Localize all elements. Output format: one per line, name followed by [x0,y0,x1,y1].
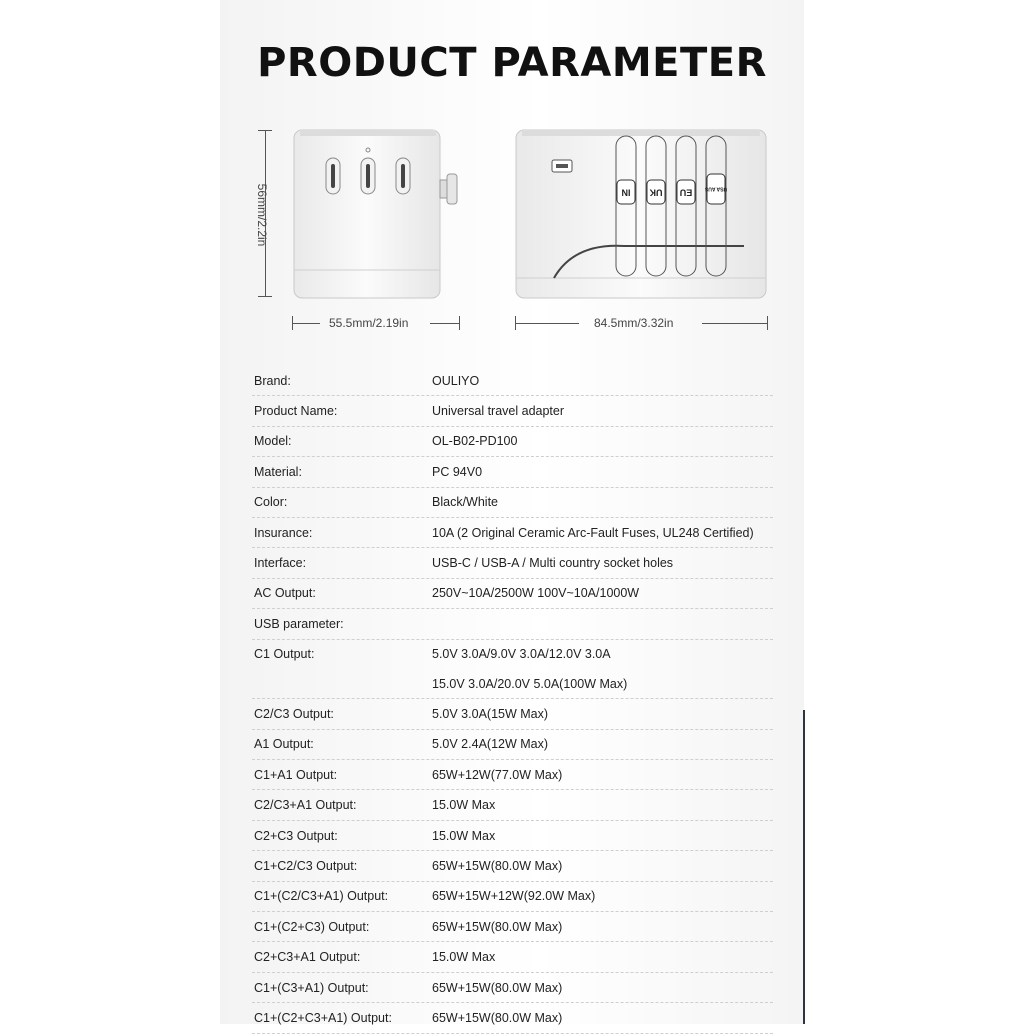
spec-value: 65W+12W(77.0W Max) [432,767,563,782]
spec-key: C1+(C2/C3+A1) Output: [254,889,389,904]
spec-value: 15.0W Max [432,798,496,813]
spec-row [252,488,773,518]
spec-row-line [252,640,773,669]
spec-row [252,518,773,548]
spec-row-line [252,760,773,789]
spec-row [252,609,773,639]
spec-row-line [252,427,773,456]
spec-key: C1+(C3+A1) Output: [254,980,369,995]
spec-row-line [252,518,773,547]
spec-value: 250V~10A/2500W 100V~10A/1000W [432,586,640,601]
spec-row [252,366,773,396]
spec-key: Model: [254,434,292,449]
spec-key: C1 Output: [254,647,315,662]
spec-row-line [252,457,773,486]
spec-key: C2+C3 Output: [254,828,338,843]
spec-row-line [252,912,773,941]
spec-key: USB parameter: [254,616,344,631]
spec-row-line [252,396,773,425]
spec-value: 65W+15W+12W(92.0W Max) [432,889,596,904]
spec-row-line [252,730,773,759]
spec-row [252,640,773,700]
spec-row [252,821,773,851]
spec-value: 15.0W Max [432,950,496,965]
spec-row [252,760,773,790]
spec-value: USB-C / USB-A / Multi country socket holes [432,556,674,571]
spec-row [252,912,773,942]
spec-value: 65W+15W(80.0W Max) [432,858,563,873]
spec-row-line [252,790,773,819]
spec-key: C2/C3+A1 Output: [254,798,357,813]
spec-value: Black/White [432,495,498,510]
spec-row-line [252,579,773,608]
spec-key: C2+C3+A1 Output: [254,950,361,965]
spec-row [252,579,773,609]
spec-key: C1+C2/C3 Output: [254,858,358,873]
spec-key: Color: [254,495,288,510]
spec-value: 65W+15W(80.0W Max) [432,919,563,934]
spec-row [252,790,773,820]
spec-key: Insurance: [254,525,313,540]
spec-row [252,457,773,487]
side-width-label: 84.5mm/3.32in [594,316,674,330]
adapter-side-view-image [514,128,770,300]
spec-row-line [252,973,773,1002]
spec-value: 5.0V 3.0A/9.0V 3.0A/12.0V 3.0A [432,647,611,662]
spec-table [252,366,773,1034]
plug-label-usa-aus: USA AUS [704,185,728,192]
spec-key: C1+(C2+C3+A1) Output: [254,1010,392,1025]
spec-row-line [252,609,773,638]
spec-row-line [252,366,773,395]
spec-row-line [252,942,773,971]
spec-key: A1 Output: [254,737,314,752]
spec-value: 10A (2 Original Ceramic Arc-Fault Fuses, UL248 Certified) [432,525,754,540]
spec-row-line [252,669,773,698]
spec-value: 15.0W Max [432,828,496,843]
spec-key: Material: [254,464,302,479]
spec-value: 5.0V 3.0A(15W Max) [432,706,549,721]
spec-row-line [252,548,773,577]
page-title: PRODUCT PARAMETER [257,40,767,86]
spec-key: Product Name: [254,404,338,419]
spec-key: Brand: [254,373,291,388]
front-width-label: 55.5mm/2.19in [329,316,409,330]
spec-row [252,699,773,729]
spec-value: OULIYO [432,373,480,388]
spec-key: Interface: [254,556,307,571]
spec-key: C1+(C2+C3) Output: [254,919,370,934]
spec-row [252,851,773,881]
spec-row-line [252,1003,773,1032]
spec-key: C1+A1 Output: [254,767,338,782]
front-width-dimension [292,316,460,332]
spec-row-line [252,851,773,880]
spec-value: PC 94V0 [432,464,483,479]
spec-value: 65W+15W(80.0W Max) [432,1010,563,1025]
spec-row [252,973,773,1003]
spec-row-line [252,488,773,517]
spec-value: 5.0V 2.4A(12W Max) [432,737,549,752]
spec-row [252,427,773,457]
spec-row-line [252,882,773,911]
spec-row [252,942,773,972]
spec-row [252,882,773,912]
height-dimension-cap-bottom [258,296,272,297]
height-dimension-cap-top [258,130,272,131]
spec-row [252,1003,773,1033]
height-dimension-label: 56mm/2.2in [255,183,269,247]
spec-row [252,548,773,578]
edge-divider [803,710,805,1024]
spec-value: OL-B02-PD100 [432,434,518,449]
spec-value: 65W+15W(80.0W Max) [432,980,563,995]
plug-label-uk: UK [649,187,663,198]
adapter-front-view-image [290,128,462,300]
spec-key: AC Output: [254,586,316,601]
plug-label-in: IN [621,187,631,198]
spec-row-line [252,821,773,850]
spec-key: C2/C3 Output: [254,706,334,721]
spec-value: Universal travel adapter [432,404,565,419]
spec-row [252,396,773,426]
side-width-dimension [515,316,768,332]
spec-row-line [252,699,773,728]
spec-row [252,730,773,760]
spec-value: 15.0V 3.0A/20.0V 5.0A(100W Max) [432,676,628,691]
plug-label-eu: EU [679,187,693,198]
